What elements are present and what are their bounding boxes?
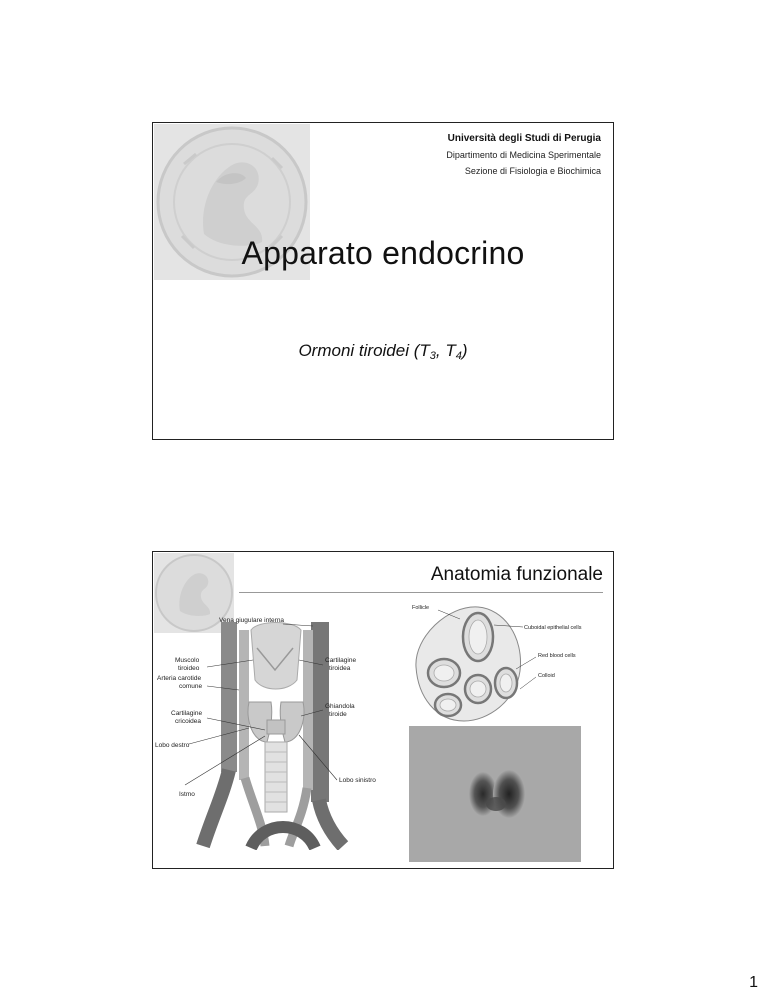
label-colloid: Colloid [538, 673, 555, 679]
page-number: 1 [749, 974, 758, 991]
slide-anatomy [152, 551, 614, 869]
thyroid-anatomy-illustration [153, 610, 393, 850]
subscript-3: 3 [429, 350, 436, 362]
label-muscolo-2: tiroideo [178, 665, 200, 672]
label-lobo-destro: Lobo destro [155, 742, 190, 749]
label-arteria-1: Arteria carotide [157, 675, 202, 682]
label-vena: Vena giugulare interna [219, 617, 285, 624]
heading-divider [239, 592, 603, 593]
label-tir-2: tiroidea [329, 665, 351, 672]
subtitle-text: Ormoni tiroidei (T [298, 341, 430, 360]
thyroid-scintigraphy-image [409, 726, 581, 862]
slide-subtitle [153, 341, 613, 362]
subscript-4: 4 [455, 350, 462, 362]
slide-title-heading: Apparato endocrino [241, 235, 525, 271]
label-rbc: Red blood cells [538, 653, 576, 659]
label-ghiandola-2: tiroide [329, 711, 347, 718]
university-name: Università degli Studi di Perugia [447, 133, 601, 144]
subtitle-separator: , T [435, 341, 456, 360]
slide-title [152, 122, 614, 440]
label-arteria-2: comune [179, 683, 203, 690]
section-name: Sezione di Fisiologia e Biochimica [464, 166, 601, 176]
thyroid-histology-illustration [408, 597, 608, 727]
label-cric-2: cricoidea [175, 718, 202, 725]
label-cuboidal: Cuboidal epithelial cells [524, 625, 582, 631]
department-name: Dipartimento di Medicina Sperimentale [446, 150, 601, 160]
label-cric-1: Cartilagine [171, 710, 203, 717]
label-muscolo-1: Muscolo [175, 657, 200, 664]
subtitle-close: ) [461, 341, 468, 360]
label-follicle: Follicle [412, 605, 430, 611]
label-ghiandola-1: Ghiandola [325, 703, 355, 710]
label-istmo: Istmo [179, 791, 195, 798]
slide-heading: Anatomia funzionale [430, 564, 603, 585]
label-tir-1: Cartilagine [325, 657, 357, 664]
label-lobo-sinistro: Lobo sinistro [339, 777, 376, 784]
